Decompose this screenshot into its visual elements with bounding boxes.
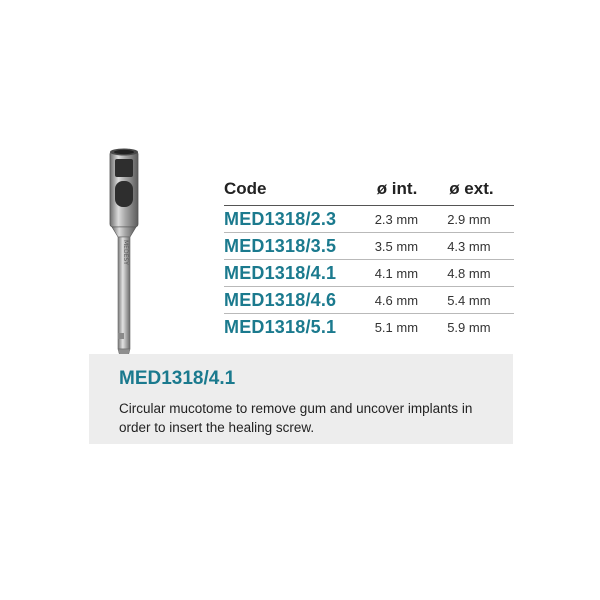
row-outer-diameter: 4.8 mm (447, 260, 514, 287)
row-code: MED1318/5.1 (224, 316, 337, 337)
row-outer-diameter: 5.4 mm (447, 287, 514, 314)
row-outer-diameter: 4.3 mm (447, 233, 514, 260)
description-panel (89, 354, 513, 444)
mucotome-instrument-image (100, 145, 150, 360)
product-description: Circular mucotome to remove gum and uncover implants in order to insert the healing screw. (119, 401, 473, 435)
row-outer-diameter: 2.9 mm (447, 206, 514, 233)
header-outer-diameter: ø ext. (447, 178, 514, 206)
row-code: MED1318/2.3 (224, 206, 375, 233)
row-inner-diameter: 4.1 mm (375, 260, 447, 287)
header-code: Code (224, 178, 375, 206)
row-inner-diameter: 4.6 mm (375, 287, 447, 314)
row-code: MED1318/4.1 (224, 260, 375, 287)
spec-table (224, 178, 514, 340)
row-outer-diameter: 5.9 mm (447, 319, 491, 335)
instrument-engraving: MEDESY (122, 240, 129, 265)
row-inner-diameter: 5.1 mm (374, 319, 419, 335)
table-row (224, 206, 514, 233)
row-inner-diameter: 2.3 mm (375, 206, 447, 233)
row-inner-diameter: 3.5 mm (375, 233, 447, 260)
row-code: MED1318/4.6 (224, 287, 375, 314)
table-row (224, 233, 514, 260)
table-row (224, 287, 514, 314)
table-row (224, 314, 514, 341)
table-row (224, 260, 514, 287)
table-header-row (224, 178, 514, 206)
product-code-title: MED1318/4.1 (119, 368, 236, 389)
header-inner-diameter: ø int. (375, 178, 447, 206)
row-code: MED1318/3.5 (224, 233, 375, 260)
